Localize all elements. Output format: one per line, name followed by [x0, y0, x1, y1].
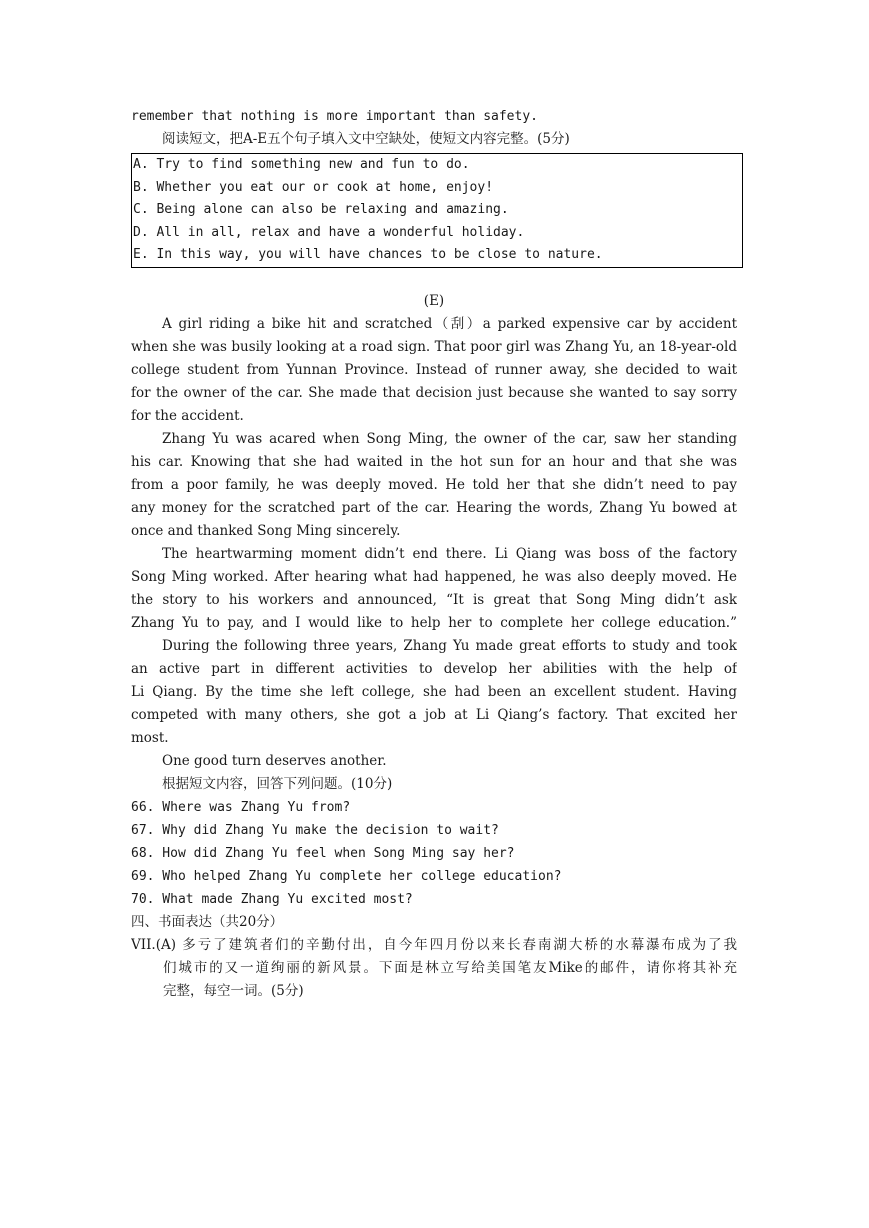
option-a: A. Try to find something new and fun to do.	[133, 157, 470, 172]
part7-line: VII.(A) 多亏了建筑者们的辛勤付出，自今年四月份以来长春南湖大桥的水幕瀑布成为了我	[131, 936, 737, 953]
passage-line: competed with many others, she got a job at Li Qiang’s factory. That excited her	[131, 706, 737, 723]
passage-line: most.	[131, 729, 169, 746]
question-69: 69. Who helped Zhang Yu complete her college education?	[131, 868, 562, 884]
option-d: D. All in all, relax and have a wonderful holiday.	[133, 224, 525, 240]
part7-line: 完整，每空一词。(5分)	[163, 982, 304, 999]
passage-line: The heartwarming moment didn’t end there. Li Qiang was boss of the factory	[162, 545, 737, 562]
passage-line: Song Ming worked. After hearing what had happened, he was also deeply moved. He	[131, 568, 737, 585]
passage-line: from a poor family, he was deeply moved. He told her that she didn’t need to pay	[131, 476, 737, 493]
task-e-instruction: 根据短文内容，回答下列问题。(10分)	[162, 775, 393, 792]
paragraph-2	[131, 428, 737, 543]
questions-list	[131, 796, 737, 911]
passage-line: Li Qiang. By the time she left college, she had been an excellent student. Having	[131, 683, 737, 700]
paragraph-5: One good turn deserves another.	[162, 752, 387, 769]
option-e: E. In this way, you will have chances to be close to nature.	[133, 247, 603, 263]
intro-line: remember that nothing is more important than safety.	[131, 109, 538, 124]
part4-heading: 四、书面表达（共20分）	[131, 913, 284, 930]
options-box	[131, 153, 743, 268]
document-page	[131, 105, 737, 1003]
passage-line: Zhang Yu was acared when Song Ming, the owner of the car, saw her standing	[162, 430, 737, 447]
option-c: C. Being alone can also be relaxing and amazing.	[133, 202, 509, 218]
paragraph-4	[131, 635, 737, 750]
task-d-instruction: 阅读短文，把A-E五个句子填入文中空缺处，使短文内容完整。(5分)	[162, 131, 570, 147]
passage-line: for the owner of the car. She made that decision just because she wanted to say sorry	[131, 384, 737, 401]
question-68: 68. How did Zhang Yu feel when Song Ming say her?	[131, 845, 515, 861]
question-66: 66. Where was Zhang Yu from?	[131, 799, 351, 815]
paragraph-1	[131, 313, 737, 428]
passage-line: an active part in different activities to develop her abilities with the help of	[131, 660, 737, 677]
passage-line: once and thanked Song Ming sincerely.	[131, 522, 401, 539]
passage-line: the story to his workers and announced, “It is great that Song Ming didn’t ask	[131, 591, 737, 608]
passage-line: college student from Yunnan Province. Instead of runner away, she decided to wait	[131, 361, 737, 378]
part7-task	[131, 934, 737, 1003]
section-title: (E)	[423, 292, 445, 309]
passage-line: Zhang Yu to pay, and I would like to help her to complete her college education.”	[131, 614, 737, 631]
paragraph-3	[131, 543, 737, 635]
passage-line: During the following three years, Zhang Yu made great efforts to study and took	[162, 637, 737, 654]
passage-line: any money for the scratched part of the car. Hearing the words, Zhang Yu bowed at	[131, 499, 737, 516]
question-67: 67. Why did Zhang Yu make the decision to wait?	[131, 822, 499, 838]
passage-line: when she was busily looking at a road sign. That poor girl was Zhang Yu, an 18-year-old	[131, 338, 737, 355]
part7-line: 们城市的又一道绚丽的新风景。下面是林立写给美国笔友Mike的邮件，请你将其补充	[163, 959, 737, 976]
option-b: B. Whether you eat our or cook at home, enjoy!	[133, 179, 494, 195]
passage-line: A girl riding a bike hit and scratched（刮）a parked expensive car by accident	[162, 315, 737, 332]
question-70: 70. What made Zhang Yu excited most?	[131, 891, 413, 907]
passage-line: for the accident.	[131, 407, 244, 424]
passage-line: his car. Knowing that she had waited in the hot sun for an hour and that she was	[131, 453, 737, 470]
